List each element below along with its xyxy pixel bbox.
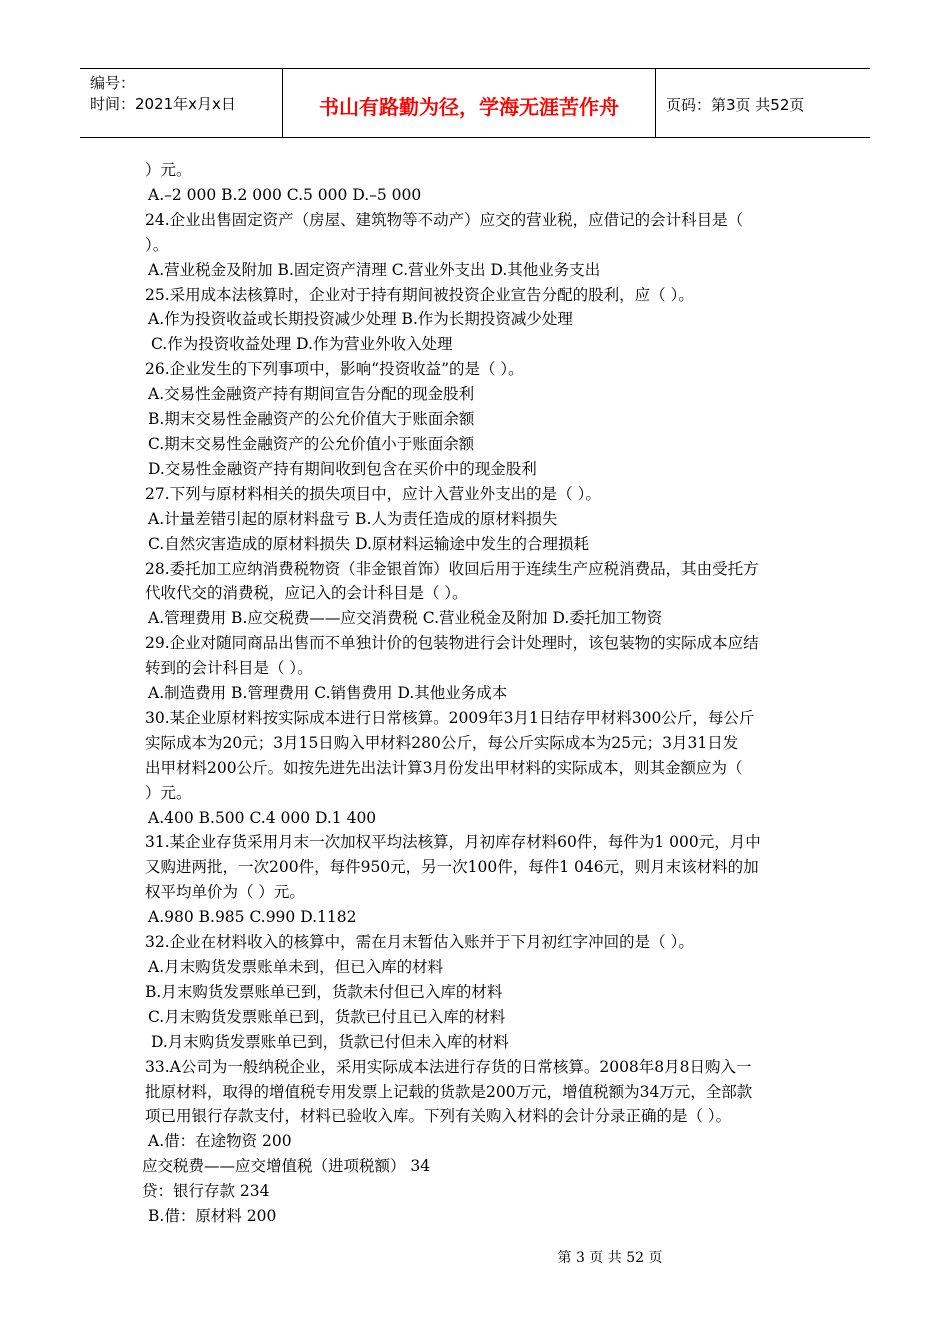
text-line: 权平均单价为（ ）元。 — [145, 883, 305, 902]
text-line: C.自然灾害造成的原材料损失 D.原材料运输途中发生的合理损耗 — [148, 534, 589, 553]
text-line: A.980 B.985 C.990 D.1182 — [148, 908, 357, 927]
text-line: ）元。 — [145, 161, 192, 179]
page-footer — [0, 1247, 950, 1267]
text-line: 转到的会计科目是（ ）。 — [145, 659, 313, 678]
text-line: A.管理费用 B.应交税费——应交消费税 C.营业税金及附加 D.委托加工物资 — [148, 609, 663, 628]
text-line: A.计量差错引起的原材料盘亏 B.人为责任造成的原材料损失 — [148, 509, 558, 528]
header-motto: 书山有路勤为径，学海无涯苦作舟 — [319, 95, 619, 119]
page-header — [80, 68, 870, 138]
header-motto-cell — [283, 69, 656, 137]
document-code-label: 编号： — [90, 74, 136, 92]
text-line: 30.某企业原材料按实际成本进行日常核算。2009年3月1日结存甲材料300公斤，每公斤 — [145, 708, 755, 727]
header-meta-cell — [80, 69, 283, 137]
text-line: A.月末购货发票账单未到，但已入库的材料 — [148, 958, 444, 976]
header-page-info: 页码：第3页 共52页 — [666, 96, 805, 114]
text-line: B.借：原材料 200 — [148, 1207, 277, 1226]
text-line: 实际成本为20元；3月15日购入甲材料280公斤，每公斤实际成本为25元；3月31日发 — [145, 733, 739, 752]
text-line: 26.企业发生的下列事项中，影响“投资收益”的是（ ）。 — [145, 360, 524, 379]
text-line: A.交易性金融资产持有期间宣告分配的现金股利 — [148, 385, 475, 404]
text-line: A.借：在途物资 200 — [148, 1132, 292, 1151]
text-line: B.月末购货发票账单已到，货款未付但已入库的材料 — [145, 982, 503, 1001]
text-line: ）。 — [145, 235, 169, 254]
text-line: 28.委托加工应纳消费税物资（非金银首饰）收回后用于连续生产应税消费品，其由受托方 — [145, 559, 759, 578]
text-line: C.期末交易性金融资产的公允价值小于账面余额 — [148, 434, 475, 453]
text-line: 批原材料，取得的增值税专用发票上记载的货款是200万元，增值税额为34万元，全部款 — [145, 1082, 753, 1101]
text-line: A.营业税金及附加 B.固定资产清理 C.营业外支出 D.其他业务支出 — [148, 260, 601, 279]
text-line: D.交易性金融资产持有期间收到包含在买价中的现金股利 — [148, 459, 537, 478]
text-line: A.作为投资收益或长期投资减少处理 B.作为长期投资减少处理 — [148, 310, 573, 329]
document-time-label: 时间：2021年x月x日 — [90, 95, 236, 113]
text-line: C.作为投资收益处理 D.作为营业外收入处理 — [151, 335, 453, 354]
text-line: C.月末购货发票账单已到，货款已付且已入库的材料 — [148, 1007, 506, 1026]
text-line: 贷：银行存款 234 — [142, 1182, 270, 1201]
footer-page-number: 第 3 页 共 52 页 — [557, 1250, 663, 1266]
text-line: 项已用银行存款支付，材料已验收入库。下列有关购入材料的会计分录正确的是（ ）。 — [145, 1107, 732, 1126]
text-line: 出甲材料200公斤。如按先进先出法计算3月份发出甲材料的实际成本，则其金额应为（ — [145, 758, 743, 777]
text-line: A.–2 000 B.2 000 C.5 000 D.–5 000 — [148, 185, 422, 204]
document-body — [142, 158, 817, 1229]
text-line: 29.企业对随同商品出售而不单独计价的包装物进行会计处理时，该包装物的实际成本应结 — [145, 634, 759, 653]
text-line: A.400 B.500 C.4 000 D.1 400 — [148, 808, 377, 827]
text-line: 应交税费——应交增值税（进项税额） 34 — [142, 1157, 431, 1176]
text-line: 32.企业在材料收入的核算中，需在月末暂估入账并于下月初红字冲回的是（ ）。 — [145, 933, 694, 952]
text-line: ）元。 — [145, 783, 192, 802]
text-line: 31.某企业存货采用月末一次加权平均法核算，月初库存材料60件，每件为1 000元，月中 — [145, 833, 761, 852]
text-line: A.制造费用 B.管理费用 C.销售费用 D.其他业务成本 — [148, 684, 508, 703]
text-line: 33.A公司为一般纳税企业，采用实际成本法进行存货的日常核算。2008年8月8日购入一 — [145, 1057, 752, 1076]
text-line: 又购进两批，一次200件，每件950元，另一次100件，每件1 046元，则月末该材料的加 — [145, 858, 759, 877]
text-line: 24.企业出售固定资产（房屋、建筑物等不动产）应交的营业税，应借记的会计科目是（ — [145, 210, 744, 229]
text-line: 代收代交的消费税，应记入的会计科目是（ ）。 — [145, 584, 468, 603]
header-page-cell — [656, 69, 870, 137]
text-line: D.月末购货发票账单已到，货款已付但未入库的材料 — [151, 1032, 509, 1051]
text-line: 27.下列与原材料相关的损失项目中，应计入营业外支出的是（ ）。 — [145, 484, 601, 503]
text-line: 25.采用成本法核算时，企业对于持有期间被投资企业宣告分配的股利，应（ ）。 — [145, 285, 694, 304]
text-line: B.期末交易性金融资产的公允价值大于账面余额 — [148, 410, 475, 429]
